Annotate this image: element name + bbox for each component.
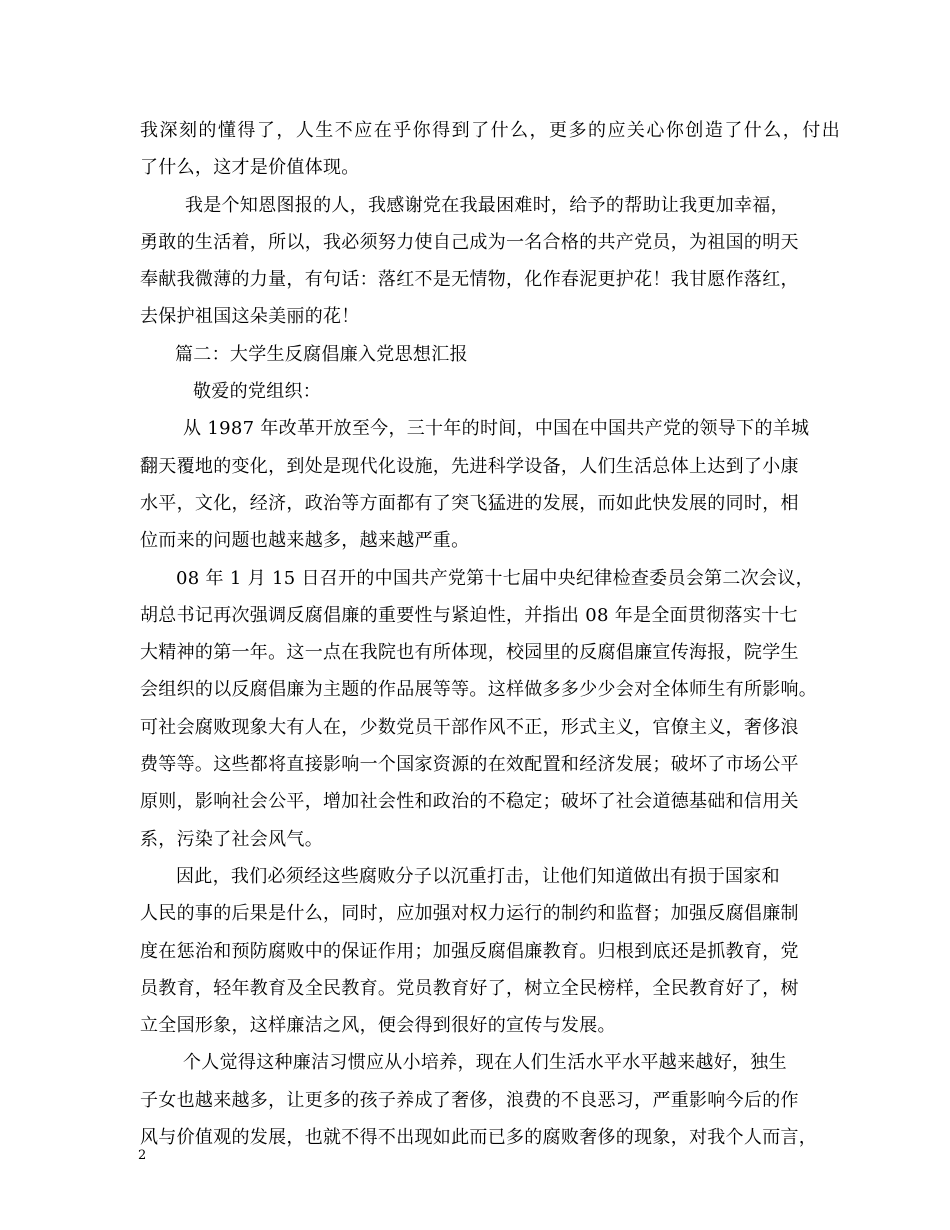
text-line: 从 1987 年改革开放至今，三十年的时间，中国在中国共产党的领导下的羊城 — [183, 418, 810, 440]
text-line: 奉献我微薄的力量，有句话：落红不是无情物，化作春泥更护花！我甘愿作落红， — [140, 269, 799, 291]
text-line: 原则，影响社会公平，增加社会性和政治的不稳定；破坏了社会道德基础和信用关 — [140, 791, 799, 813]
text-line: 水平，文化，经济，政治等方面都有了突飞猛进的发展，而如此快发展的同时，相 — [140, 492, 799, 514]
text-line: 费等等。这些都将直接影响一个国家资源的在效配置和经济发展；破坏了市场公平 — [140, 754, 799, 776]
text-line: 系，污染了社会风气。 — [140, 828, 323, 850]
text-line: 度在惩治和预防腐败中的保证作用；加强反腐倡廉教育。归根到底还是抓教育，党 — [140, 940, 799, 962]
text-line: 我是个知恩图报的人，我感谢党在我最困难时，给予的帮助让我更加幸福， — [185, 194, 789, 216]
text-line: 会组织的以反腐倡廉为主题的作品展等等。这样做多多少少会对全体师生有所影响。 — [140, 679, 818, 701]
text-line: 勇敢的生活着，所以，我必须努力使自己成为一名合格的共产党员，为祖国的明天 — [140, 231, 799, 253]
text-line: 子女也越来越多，让更多的孩子养成了奢侈，浪费的不良恶习，严重影响今后的作 — [140, 1089, 799, 1111]
text-line: 因此，我们必须经这些腐败分子以沉重打击，让他们知道做出有损于国家和 — [176, 865, 780, 887]
text-line: 大精神的第一年。这一点在我院也有所体现，校园里的反腐倡廉宣传海报，院学生 — [140, 642, 799, 664]
document-body — [140, 112, 840, 1156]
text-line: 去保护祖国这朵美丽的花！ — [140, 306, 360, 328]
text-line: 个人觉得这种廉洁习惯应从小培养，现在人们生活水平水平越来越好，独生 — [183, 1052, 787, 1074]
text-line: 可社会腐败现象大有人在，少数党员干部作风不正，形式主义，官僚主义，奢侈浪 — [140, 716, 799, 738]
text-line: 员教育，轻年教育及全民教育。党员教育好了，树立全民榜样，全民教育好了，树 — [140, 977, 799, 999]
text-line: 位而来的问题也越来越多，越来越严重。 — [140, 530, 470, 552]
text-line: 了什么，这才是价值体现。 — [140, 157, 360, 179]
text-line: 风与价值观的发展，也就不得不出现如此而已多的腐败奢侈的现象，对我个人而言， — [140, 1127, 818, 1149]
text-line: 人民的事的后果是什么，同时，应加强对权力运行的制约和监督；加强反腐倡廉制 — [140, 903, 799, 925]
section-heading: 篇二：大学生反腐倡廉入党思想汇报 — [175, 343, 468, 365]
text-line: 立全国形象，这样廉洁之风，便会得到很好的宣传与发展。 — [140, 1015, 616, 1037]
text-line: 08 年 1 月 15 日召开的中国共产党第十七届中央纪律检查委员会第二次会议， — [176, 567, 814, 589]
page-number: 2 — [138, 1148, 147, 1163]
text-line: 翻天覆地的变化，到处是现代化设施，先进科学设备，人们生活总体上达到了小康 — [140, 455, 799, 477]
text-line: 我深刻的懂得了，人生不应在乎你得到了什么，更多的应关心你创造了什么，付出 — [140, 120, 840, 141]
text-line: 胡总书记再次强调反腐倡廉的重要性与紧迫性，并指出 08 年是全面贯彻落实十七 — [140, 604, 798, 626]
salutation: 敬爱的党组织： — [193, 381, 322, 403]
